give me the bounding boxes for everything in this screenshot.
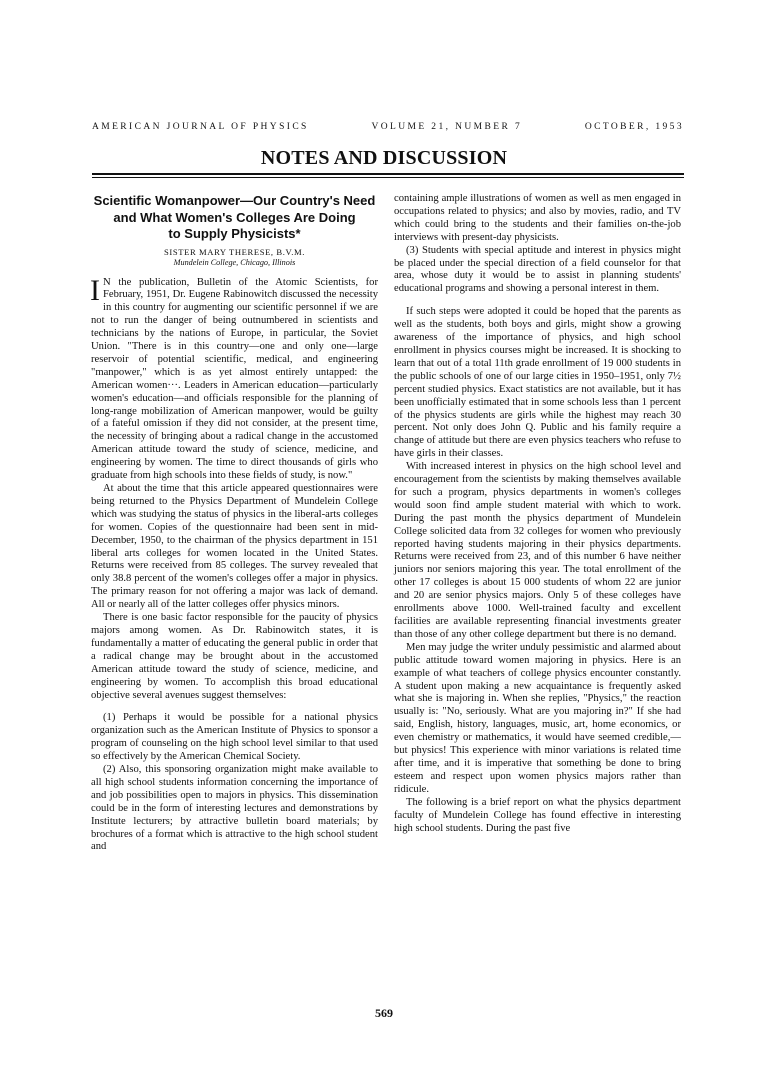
paragraph: (2) Also, this sponsoring organization might make available to all high school students information concerning the importance of and job possibilities open to majors in physics. This dissemination could be in the form of interesting lectures and demonstrations by Institute lecturers; by attractive bulletin board materials; by brochures of a format which is attractive to the high school student and xyxy=(91,764,378,853)
article-title-line-1: Scientific Womanpower—Our Country's Need xyxy=(93,193,376,208)
paragraph: Men may judge the writer unduly pessimistic and alarmed about public attitude toward women majoring in physics. Here is an example of what teachers of college physics encounter constantly. A student upon making a new acquaintance is frequently asked what she is majoring in. When she replies, "Physics," the reaction usually is: "No, seriously. What are you majoring in?" If she had said, English, history, languages, music, art, home economics, or even chemistry or mathematics, it would have seemed credible,—but physics! This experience with minor variations is related time after time, and it is imperative that something be done to bring esteem and respect upon women physics majors rather than ridicule. xyxy=(394,641,681,795)
article-title xyxy=(91,193,378,243)
paragraph xyxy=(90,273,378,484)
paragraph: There is one basic factor responsible for the paucity of physics majors among women. As Dr. Rabinowitch states, it is fundamentally a matter of educating the general public in order that a radical change may be brought about in the accustomed American attitude toward the study of science, medicine, and engineering by women. To accomplish this broad educational objective several avenues suggest themselves: xyxy=(91,612,378,701)
section-title: NOTES AND DISCUSSION xyxy=(260,147,508,169)
volume-number: VOLUME 21, NUMBER 7 xyxy=(371,122,523,132)
paragraph: With increased interest in physics on the high school level and encouragement from the scientists by making themselves available for such a program, physics departments in women's colleges would soon find ample student material with which to work. During the past month the physics department of Mundelein College solicited data from 32 colleges for women who previously reported having students majoring in their physics departments. Returns were received from 23, and of this number 6 have neither juniors nor seniors majoring this year. The total enrollment of the other 17 colleges is about 15 000 students of whom 22 are junior and 20 are senior physics majors. Only 5 of these colleges have enrollments above 1000. Well-trained faculty and excellent facilities are available representing financial investments greater than those of any other college department but there is no demand. xyxy=(394,461,681,640)
issue-date: OCTOBER, 1953 xyxy=(584,122,684,132)
left-column xyxy=(91,190,378,854)
right-column xyxy=(394,193,681,835)
paragraph-text: N the publication, Bulletin of the Atomic Scientists, for February, 1951, Dr. Eugene Rabinowitch discussed the necessity in this country for augmenting our scientific personnel if we are not to run the danger of being outnumbered in scientists and technicians by the nations of Europe, in particular, the Soviet Union. "There is in this country—one and only one—large reservoir of potential scientific, medical, and engineering "manpower," which is as yet almost entirely untapped: the American women···. Leaders in American education—particularly women's education—and officials responsible for the planning of long-range mobilization of American manpower, would be guilty of a fateful omission if they did not consider, at the present time, the necessity of bringing about a radical change in the accustomed American attitude toward the study of science, medicine, and engineering by women. The time to direct thousands of girls who graduate from high schools into these fields of study, is now." xyxy=(91,276,378,482)
paragraph: (1) Perhaps it would be possible for a national physics organization such as the American Institute of Physics to sponsor a program of counseling on the high school level similar to that used so effectively by the American Chemical Society. xyxy=(91,712,378,763)
article-title-line-3: to Supply Physicists* xyxy=(168,226,301,241)
journal-name: AMERICAN JOURNAL OF PHYSICS xyxy=(92,122,309,132)
author-affiliation: Mundelein College, Chicago, Illinois xyxy=(173,257,296,267)
article-title-line-2: and What Women's Colleges Are Doing xyxy=(113,209,356,225)
author-name: SISTER MARY THERESE, B.V.M. xyxy=(164,246,305,257)
page-number: 569 xyxy=(375,1006,393,1020)
running-head xyxy=(92,122,684,132)
paragraph: At about the time that this article appeared questionnaires were being returned to the Physics Department of Mundelein College which was studying the status of physics in the liberal-arts colleges for women. Copies of the questionnaire had been sent in mid-December, 1950, to the chairman of the physics department in 151 liberal arts colleges for women located in the United States. Returns were received from 85 colleges. The survey revealed that only 38.8 percent of the women's colleges offer a major in physics. The primary reason for not offering a major was lack of demand. All or nearly all of the latter colleges offer physics minors. xyxy=(91,483,378,611)
paragraph: If such steps were adopted it could be hoped that the parents as well as the students, both boys and girls, might show a growing awareness of the importance of physics, and high school enrollment in physics courses might be increased. It is shocking to learn that out of a total 11th grade enrollment of 19 000 students in the public schools of one of our large cities in 1950–1951, only 7½ percent studied physics. Exact statistics are not available, but it has been unofficially estimated that in some schools less than 1 percent of the physics students are girls while the highest may reach 30 percent. Not only does John Q. Public and his family require a change of attitude but there are even physics teachers who refuse to have girls in their classes. xyxy=(394,306,681,460)
drop-cap: I xyxy=(90,273,100,307)
paragraph: containing ample illustrations of women as well as men engaged in occupations related to physics; and also by movies, radio, and TV which could bring to the students and their families on-the-job interviews with present-day physicists. xyxy=(394,193,681,243)
header-rule-thin xyxy=(92,177,684,178)
header-rule-thick xyxy=(92,173,684,175)
paragraph: The following is a brief report on what the physics department faculty of Mundelein College has found effective in interesting high school students. During the past five xyxy=(394,796,681,834)
paragraph: (3) Students with special aptitude and interest in physics might be placed under the special direction of a field counselor for that area, whose duty it would be to assist in planning students' educational programs and showing a personal interest in them. xyxy=(394,244,681,295)
